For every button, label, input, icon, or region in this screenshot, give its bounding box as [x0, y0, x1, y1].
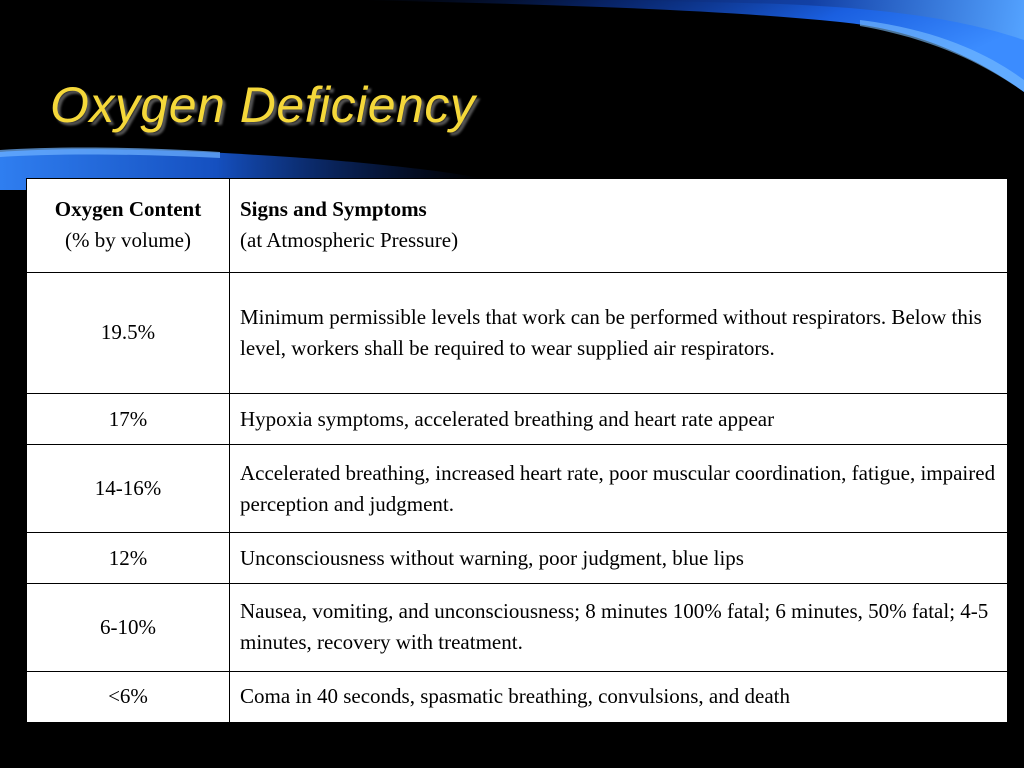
header-signs-symptoms-label: Signs and Symptoms: [240, 197, 427, 222]
header-oxygen-content: [27, 179, 230, 273]
oxygen-level-cell: 6-10%: [27, 584, 230, 671]
symptoms-cell: Coma in 40 seconds, spasmatic breathing, convulsions, and death: [230, 671, 1008, 722]
symptoms-cell: Nausea, vomiting, and unconsciousness; 8 minutes 100% fatal; 6 minutes, 50% fatal; 4-5 minutes, recovery with treatment.: [230, 584, 1008, 671]
symptoms-cell: Unconsciousness without warning, poor judgment, blue lips: [230, 532, 1008, 583]
symptoms-cell: Hypoxia symptoms, accelerated breathing and heart rate appear: [230, 394, 1008, 445]
header-signs-symptoms: [230, 179, 1008, 273]
header-signs-symptoms-condition: (at Atmospheric Pressure): [240, 228, 459, 253]
slide-title: Oxygen Deficiency: [50, 77, 476, 133]
oxygen-level-cell: 14-16%: [27, 445, 230, 532]
table-row: [27, 532, 1008, 583]
table-row: [27, 394, 1008, 445]
header-oxygen-content-label: Oxygen Content: [54, 197, 202, 222]
oxygen-level-cell: <6%: [27, 671, 230, 722]
symptoms-cell: Minimum permissible levels that work can be performed without respirators. Below this level, workers shall be required to wear supplied air respirators.: [230, 272, 1008, 394]
table-header-row: [27, 179, 1008, 273]
header-oxygen-content-unit: (% by volume): [65, 228, 191, 253]
table-row: [27, 272, 1008, 394]
oxygen-level-cell: 12%: [27, 532, 230, 583]
oxygen-deficiency-table-container: [26, 178, 1007, 723]
table-row: [27, 445, 1008, 532]
table-row: [27, 671, 1008, 722]
oxygen-deficiency-table: [26, 178, 1008, 723]
oxygen-level-cell: 19.5%: [27, 272, 230, 394]
table-row: [27, 584, 1008, 671]
oxygen-level-cell: 17%: [27, 394, 230, 445]
symptoms-cell: Accelerated breathing, increased heart rate, poor muscular coordination, fatigue, impaired perception and judgment.: [230, 445, 1008, 532]
